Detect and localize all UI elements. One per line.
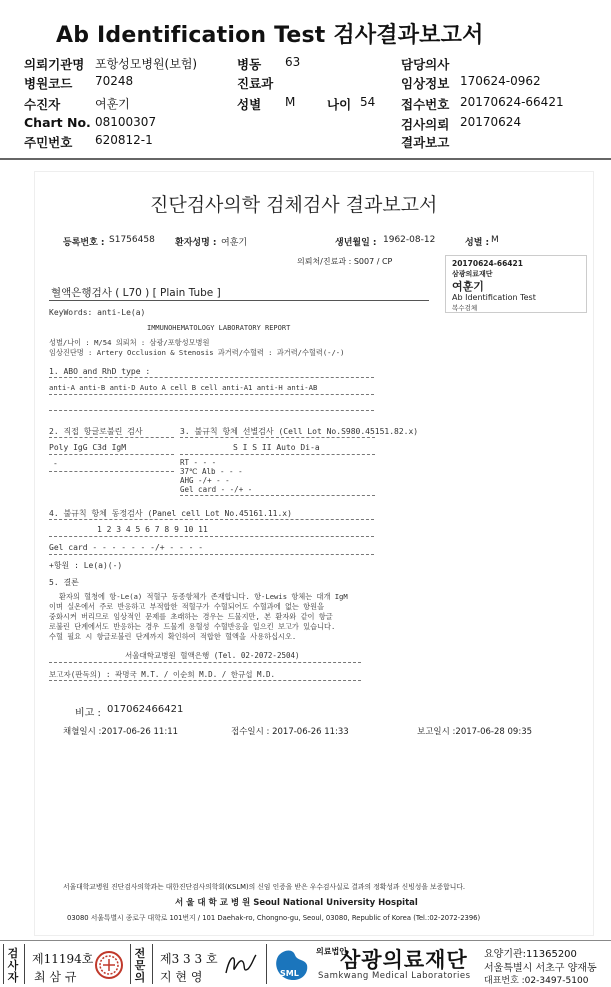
label-sex: 성별 xyxy=(237,97,262,112)
divider xyxy=(49,377,374,378)
conclusion-line: 수혈 필요 시 항글로불린 단계까지 확인하여 적합한 혈액을 사용하십시오. xyxy=(49,632,297,641)
header-divider xyxy=(0,158,611,160)
info-line-2: 임상진단명 : Artery Occlusion & Stenosis 과거력/수혈력 : 과거력/수혈력(-/-) xyxy=(49,348,345,357)
org-prefix: 의료법인 xyxy=(316,947,347,956)
label-line2: 삼광의료재단 xyxy=(452,270,493,278)
sec3-row: Gel card - -/+ - xyxy=(180,485,253,494)
sex-label: 성별 : xyxy=(465,238,490,248)
specialist-label: 전문의 xyxy=(134,947,146,984)
sec1-heading: 1. ABO and RhD type : xyxy=(49,367,151,376)
divider xyxy=(49,471,174,472)
keywords: KeyWords: anti-Le(a) xyxy=(49,308,146,317)
value-patient: 여훈기 xyxy=(95,97,130,111)
divider xyxy=(49,394,374,395)
report-title: 진단검사의학 검체검사 결과보고서 xyxy=(150,194,438,216)
divider xyxy=(49,437,174,438)
lab-report-title: IMMUNOHEMATOLOGY LABORATORY REPORT xyxy=(147,324,291,332)
sec4-heading: 4. 불규칙 항체 동정검사 (Panel cell Lot No.45161.11.x) xyxy=(49,509,292,518)
label-line5: 복수검체 xyxy=(452,304,478,312)
value-institution: 포항성모병원(보험) xyxy=(95,57,198,71)
value-chart-no: 08100307 xyxy=(95,115,157,129)
value-resident-no: 620812-1 xyxy=(95,133,153,147)
examiner-label: 검사자 xyxy=(7,947,19,984)
patient-name: 여훈기 xyxy=(221,238,248,248)
certification: 서울대학교병원 진단검사의학과는 대한진단검사의학회(KSLM)의 신임 인증을 받은 우수검사실로 결과의 정확성과 신빙성을 보증합니다. xyxy=(63,883,466,891)
value-request: 20170624 xyxy=(460,115,522,129)
conclusion-line: 중화시켜 버리므로 임상적인 문제를 초래하는 경우는 드물지만, 본 환자와 같이 항글 xyxy=(49,612,333,621)
label-chart-no: Chart No. xyxy=(24,115,91,130)
value-ward: 63 xyxy=(285,55,301,69)
scanned-report xyxy=(35,172,593,935)
divider xyxy=(49,680,361,681)
divider xyxy=(49,519,374,520)
receive-date: 접수일시 : 2017-06-26 11:33 xyxy=(231,727,349,737)
label-line4: Ab Identification Test xyxy=(452,293,536,302)
signature-icon xyxy=(222,949,260,981)
dob: 1962-08-12 xyxy=(383,235,436,245)
institution-code: 요양기관:11365200 xyxy=(484,949,577,960)
divider xyxy=(24,944,25,984)
sec2-value: - xyxy=(53,459,58,468)
report-date: 보고일시 :2017-06-28 09:35 xyxy=(417,727,533,737)
divider xyxy=(49,554,374,555)
note-label: 비고 : xyxy=(75,708,101,719)
value-clinical-info: 170624-0962 xyxy=(460,74,541,88)
page-title: Ab Identification Test 검사결과보고서 xyxy=(56,23,484,48)
dept: 의뢰처/진료과 : S007 / CP xyxy=(297,257,393,266)
label-department: 진료과 xyxy=(237,76,274,91)
org-name: 삼광의료재단 xyxy=(340,948,468,972)
label-line3: 여훈기 xyxy=(452,280,484,293)
blood-bank: 서울대학교병원 혈액은행 (Tel. 02-2072-2504) xyxy=(125,651,300,660)
examiner-seal-icon xyxy=(94,950,124,980)
collect-date: 채혈일시 :2017-06-26 11:11 xyxy=(63,727,179,737)
reg-label: 등록번호 : xyxy=(63,238,105,248)
value-hospital-code: 70248 xyxy=(95,74,134,88)
sec3-row: 37℃ Alb - - - xyxy=(180,467,243,476)
hospital-name: 서 울 대 학 교 병 원 Seoul National University Hospital xyxy=(175,898,418,908)
label-clinical-info: 임상정보 xyxy=(401,76,450,91)
examiner-name: 최 삼 규 xyxy=(34,970,77,984)
label-request: 검사의뢰 xyxy=(401,117,450,132)
sec3-row: AHG -/+ - - xyxy=(180,476,230,485)
section-title: 혈액은행검사 ( L70 ) [ Plain Tube ] xyxy=(51,287,221,299)
sec2-heading: 2. 직접 항글로불린 검사 xyxy=(49,427,143,436)
sec4-columns: 1 2 3 4 5 6 7 8 9 10 11 xyxy=(97,525,208,534)
divider xyxy=(49,410,374,411)
divider xyxy=(49,454,174,455)
divider xyxy=(180,495,375,496)
conclusion-line: 환자의 혈청에 항-Le(a) 적혈구 동종항체가 존재합니다. 항-Lewis 항체는 대개 IgM xyxy=(59,592,348,601)
conclusion-line: 이며 실온에서 주로 반응하고 부적합한 적혈구가 수혈되어도 수혈과에 없는 항원을 xyxy=(49,602,325,611)
hospital-address: 03080 서울특별시 종로구 대학로 101번지 / 101 Daehak-ro, Chongno-gu, Seoul, 03080, Republic of Korea (Tel.:02-2072-2396) xyxy=(67,914,481,922)
sex: M xyxy=(491,235,499,245)
reporter: 보고자(판독의) : 곽명국 M.T. / 이순희 M.D. / 한규섭 M.D. xyxy=(49,670,276,679)
dob-label: 생년월일 : xyxy=(335,238,377,248)
divider xyxy=(49,300,429,301)
value-receipt-no: 20170624-66421 xyxy=(460,95,564,109)
label-doctor: 담당의사 xyxy=(401,57,450,72)
label-resident-no: 주민번호 xyxy=(24,135,73,150)
label-result-report: 결과보고 xyxy=(401,135,450,150)
sec3-row: RT - - - xyxy=(180,458,217,467)
divider xyxy=(180,454,375,455)
sec5-heading: 5. 결론 xyxy=(49,578,79,587)
conclusion-line: 로불린 단계에서도 반응하는 경우 드물게 용혈성 수혈반응을 일으킨 보고가 있습니다. xyxy=(49,622,336,631)
org-english-name: Samkwang Medical Laboratories xyxy=(318,971,471,981)
sec3-columns: S I S II Auto Di-a xyxy=(233,443,320,452)
label-age: 나이 xyxy=(327,97,352,112)
divider xyxy=(130,944,131,984)
divider xyxy=(152,944,153,984)
info-line-1: 성별/나이 : M/54 의뢰처 : 삼광/포항성모병원 xyxy=(49,338,210,347)
divider xyxy=(266,944,267,984)
note-value: 017062466421 xyxy=(107,704,184,715)
specialist-license: 제3 3 3 호 xyxy=(160,952,218,966)
footer xyxy=(0,940,611,987)
sml-logo-icon xyxy=(271,945,313,985)
divider xyxy=(49,536,374,537)
label-ward: 병동 xyxy=(237,57,262,72)
reg-no: S1756458 xyxy=(109,235,155,245)
sec1-columns: anti-A anti-B anti-D Auto A cell B cell anti-A1 anti-H anti-AB xyxy=(49,383,318,392)
label-line1: 20170624-66421 xyxy=(452,259,523,268)
sec3-heading: 3. 불규칙 항체 선별검사 (Cell Lot No.S980.45151.82.x) xyxy=(180,427,419,436)
value-sex: M xyxy=(285,95,296,109)
sec2-columns: Poly IgG C3d IgM xyxy=(49,443,127,452)
specialist-name: 지 현 영 xyxy=(160,970,203,984)
patient-label: 환자성명 : xyxy=(175,238,217,248)
divider xyxy=(49,662,361,663)
divider xyxy=(180,437,375,438)
sml-logo-text: SML xyxy=(280,969,299,978)
org-address: 서울특별시 서초구 양재동 xyxy=(484,963,597,974)
label-patient: 수진자 xyxy=(24,97,61,112)
label-hospital-code: 병원코드 xyxy=(24,76,73,91)
label-institution: 의뢰기관명 xyxy=(24,57,85,72)
org-phone: 대표번호 :02-3497-5100 xyxy=(484,976,589,986)
specimen-label xyxy=(445,255,587,313)
antigen: +항원 : Le(a)(-) xyxy=(49,561,123,570)
examiner-license: 제11194호 xyxy=(32,952,94,966)
sec4-row: Gel card - - - - - - -/+ - - - - xyxy=(49,543,204,552)
divider xyxy=(3,944,4,984)
value-age: 54 xyxy=(360,95,376,109)
label-receipt-no: 접수번호 xyxy=(401,97,450,112)
